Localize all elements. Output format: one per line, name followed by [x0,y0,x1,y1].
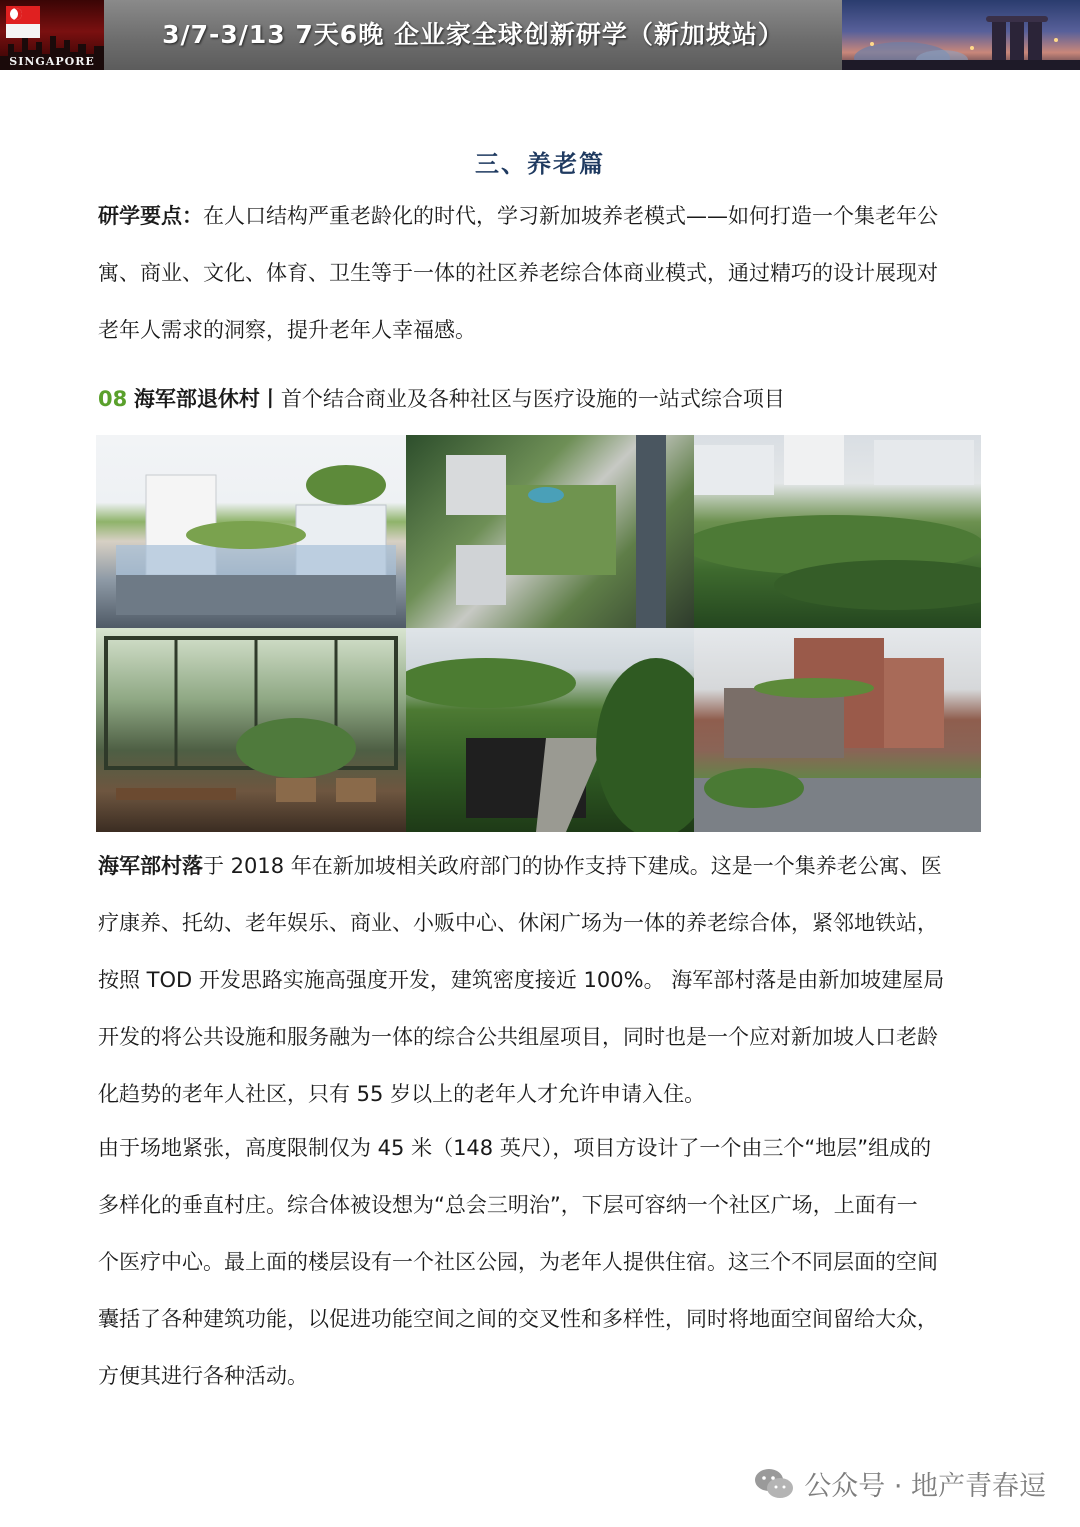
body-line-text: 于 2018 年在新加坡相关政府部门的协作支持下建成。这是一个集养老公寓、医 [203,854,942,878]
footer-text: 公众号 · 地产青春逗 [804,1471,1046,1502]
banner-title: 3/7-3/13 7天6晚 企业家全球创新研学（新加坡站） [162,20,784,49]
footer-watermark [754,1464,1046,1503]
intro-line [98,201,988,258]
project-heading [98,383,785,413]
rooftop-garden-icon [694,435,981,628]
project-number: 08 [98,387,128,411]
photo-interior-lounge [96,628,406,832]
project-subtitle: 首个结合商业及各种社区与医疗设施的一站式综合项目 [280,387,785,411]
building-exterior-icon [694,628,981,832]
body-line: 开发的将公共设施和服务融为一体的综合公共组屋项目，同时也是一个应对新加坡人口老龄 [98,1025,938,1049]
body-line: 按照 TOD 开发思路实施高强度开发，建筑密度接近 100%。 海军部村落是由新加坡建屋局 [98,968,945,992]
body-line: 多样化的垂直村庄。综合体被设想为“总会三明治”，下层可容纳一个社区广场，上面有一 [98,1193,918,1217]
interior-lounge-icon [96,628,406,832]
body-line: 化趋势的老年人社区，只有 55 岁以上的老年人才允许申请入住。 [98,1082,706,1106]
project-separator: 丨 [259,387,281,411]
marina-bay-skyline-icon [842,0,1080,70]
body-line: 方便其进行各种活动。 [98,1364,308,1388]
singapore-badge-image [0,0,104,70]
photo-grid [96,435,981,832]
section-title: 三、养老篇 [475,150,605,178]
intro-paragraph [98,201,988,372]
body-line: 由于场地紧张，高度限制仅为 45 米（148 英尺），项目方设计了一个由三个“地层”组成的 [98,1136,932,1160]
crescent-icon [10,8,22,20]
badge-label: SINGAPORE [9,55,95,68]
photo-aerial-view [406,435,694,628]
header-banner [0,0,1080,70]
body-paragraph-2 [98,1133,988,1418]
marina-bay-night-image [842,0,1080,70]
body-line: 疗康养、托幼、老年娱乐、商业、小贩中心、休闲广场为一体的养老综合体，紧邻地铁站， [98,911,938,935]
project-name: 海军部退休村 [133,387,260,411]
intro-label: 研学要点： [98,204,203,228]
wechat-icon [754,1467,794,1501]
building-section-icon [96,435,406,628]
photo-section-cutaway [96,435,406,628]
aerial-building-icon [406,435,694,628]
intro-line: 老年人需求的洞察，提升老年人幸福感。 [98,318,476,342]
photo-building-exterior [694,628,981,832]
body-paragraph-1 [98,851,988,1136]
green-terrace-icon [406,628,694,832]
photo-green-terrace [406,628,694,832]
intro-line-text: 在人口结构严重老龄化的时代，学习新加坡养老模式——如何打造一个集老年公 [203,204,938,228]
body-line [98,851,988,908]
body-line: 囊括了各种建筑功能，以促进功能空间之间的交叉性和多样性，同时将地面空间留给大众， [98,1307,938,1331]
body-line: 个医疗中心。最上面的楼层设有一个社区公园，为老年人提供住宿。这三个不同层面的空间 [98,1250,938,1274]
photo-rooftop-garden [694,435,981,628]
body-label: 海军部村落 [98,854,203,878]
intro-line: 寓、商业、文化、体育、卫生等于一体的社区养老综合体商业模式，通过精巧的设计展现对 [98,261,938,285]
